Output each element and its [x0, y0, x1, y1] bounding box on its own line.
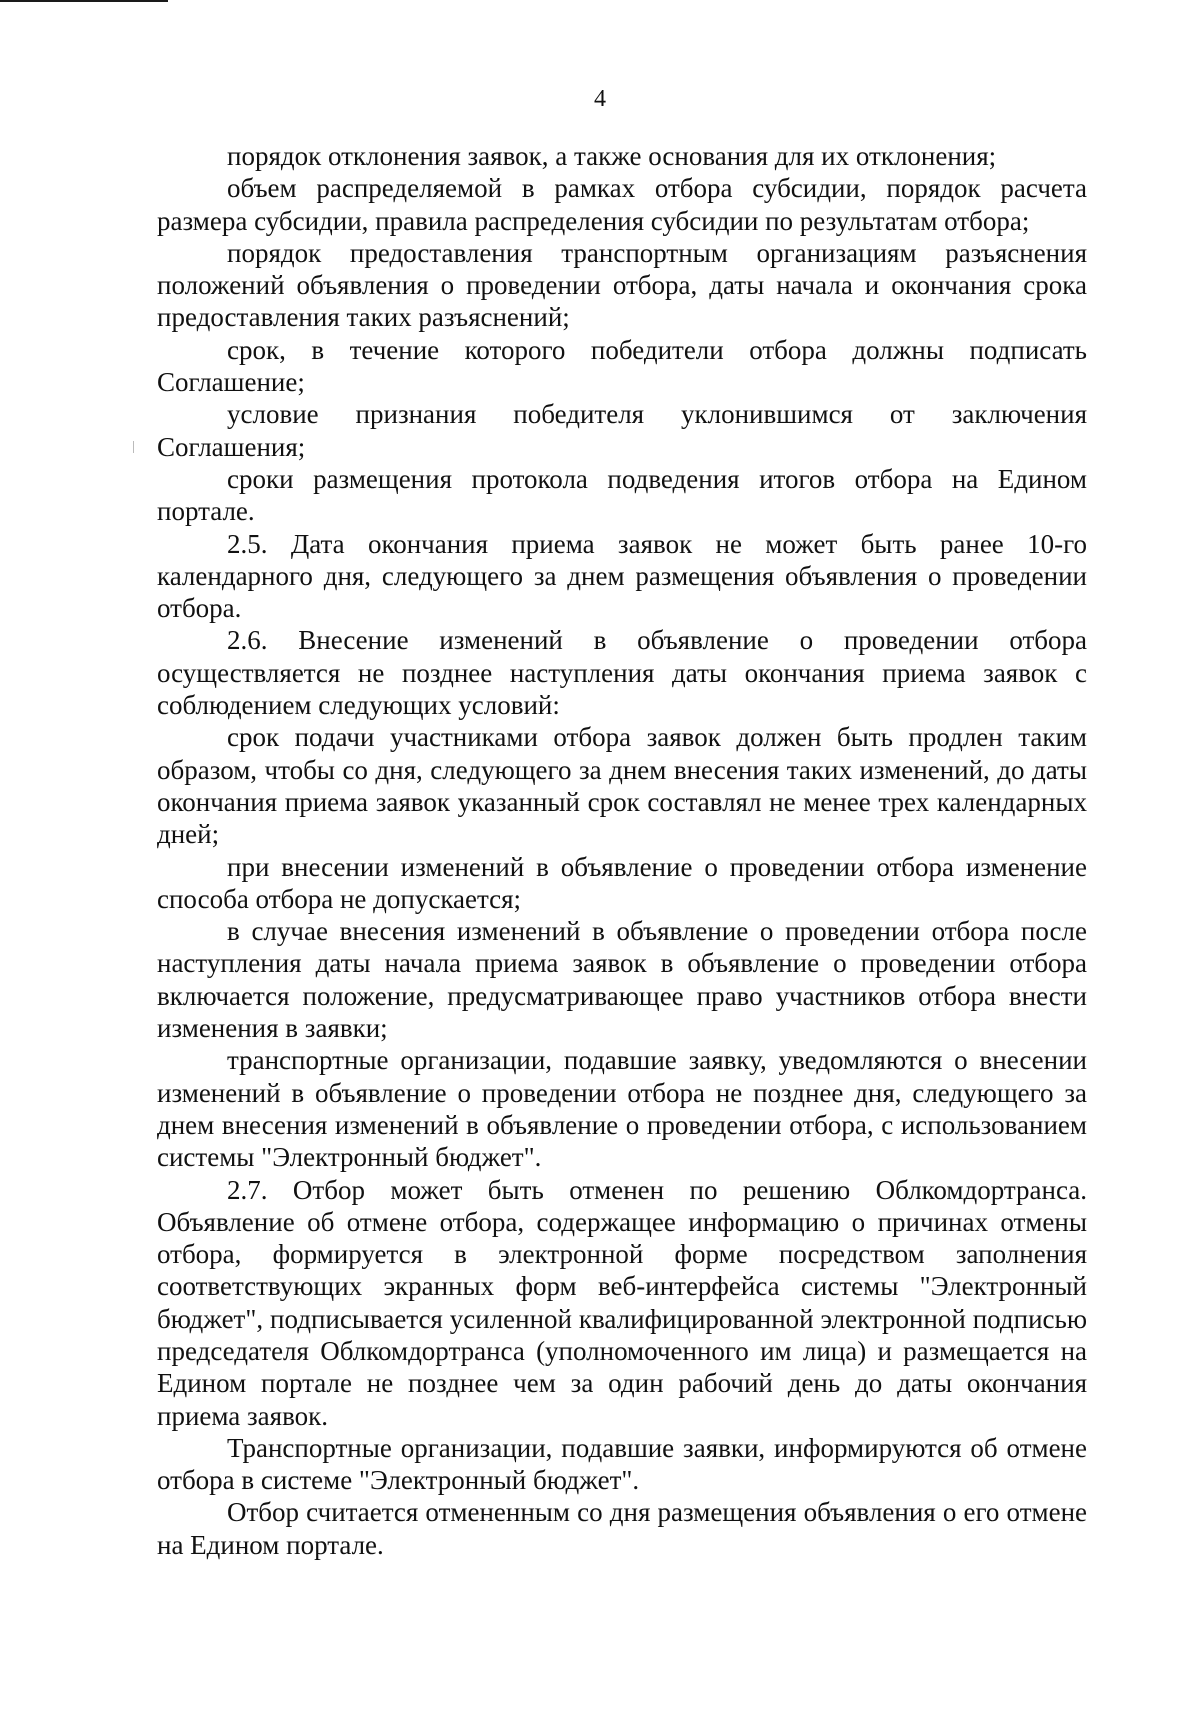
paragraph-subsidy-volume: объем распределяемой в рамках отбора субсидии, порядок расчета размера субсидии, правила распределения субсидии по результатам отбора;	[157, 173, 1087, 236]
paragraph-extension-term: срок подачи участниками отбора заявок должен быть продлен таким образом, чтобы со дня, следующего за днем внесения таких изменений, до даты окончания приема заявок указанный срок составлял не менее трех календарных дней;	[157, 722, 1087, 850]
paragraph-evasion-condition: условие признания победителя уклонившимся от заключения Соглашения;	[157, 399, 1087, 462]
paragraph-clarification-order: порядок предоставления транспортным организациям разъяснения положений объявления о проведении отбора, даты начала и окончания срока предоставления таких разъяснений;	[157, 237, 1087, 333]
paragraph-protocol-terms: сроки размещения протокола подведения итогов отбора на Едином портале.	[157, 463, 1087, 527]
paragraph-2-5: 2.5. Дата окончания приема заявок не может быть ранее 10-го календарного дня, следующего за днем размещения объявления о проведении отбора.	[157, 528, 1087, 624]
paragraph-rejection-order: порядок отклонения заявок, а также основания для их отклонения;	[227, 141, 997, 171]
page-number: 4	[594, 86, 606, 112]
paragraph-signing-term: срок, в течение которого победители отбора должны подписать Соглашение;	[157, 334, 1087, 398]
margin-mark	[133, 441, 134, 453]
paragraph-cancellation-info: Транспортные организации, подавшие заявки, информируются об отмене отбора в системе "Электронный бюджет".	[157, 1432, 1087, 1496]
paragraph-cancellation-effect: Отбор считается отмененным со дня размещения объявления о его отмене на Едином портале.	[157, 1497, 1087, 1560]
document-body	[157, 140, 1087, 1561]
paragraph-amendment-right: в случае внесения изменений в объявление о проведении отбора после наступления даты начала приема заявок в объявление о проведении отбора включается положение, предусматривающее право участников отбора внести изменения в заявки;	[157, 916, 1087, 1044]
paragraph-method-change: при внесении изменений в объявление о проведении отбора изменение способа отбора не допускается;	[157, 851, 1087, 914]
paragraph-notification: транспортные организации, подавшие заявку, уведомляются о внесении изменений в объявление о проведении отбора не позднее дня, следующего за днем внесения изменений в объявление о проведении отбора, с использованием системы "Электронный бюджет".	[157, 1045, 1087, 1173]
top-edge-rule	[0, 0, 168, 2]
paragraph-2-6: 2.6. Внесение изменений в объявление о проведении отбора осуществляется не позднее наступления даты окончания приема заявок с соблюдением следующих условий:	[157, 625, 1087, 721]
paragraph-2-7: 2.7. Отбор может быть отменен по решению Облкомдортранса. Объявление об отмене отбора, содержащее информацию о причинах отмены отбора, формируется в электронной форме посредством заполнения соответствующих экранных форм веб-интерфейса системы "Электронный бюджет", подписывается усиленной квалифицированной электронной подписью председателя Облкомдортранса (уполномоченного им лица) и размещается на Едином портале не позднее чем за один рабочий день до даты окончания приема заявок.	[157, 1174, 1087, 1431]
